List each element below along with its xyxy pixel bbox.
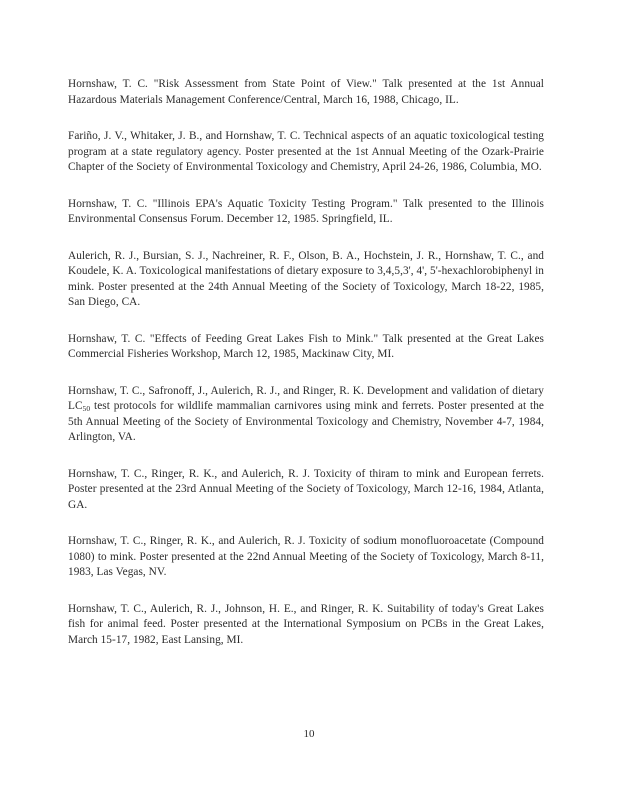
- presentation-list: [68, 77, 544, 669]
- citation-entry: [68, 384, 544, 446]
- citation-entry: Hornshaw, T. C., Aulerich, R. J., Johnson, H. E., and Ringer, R. K. Suitability of today's Great Lakes fish for animal feed. Poster presented at the International Symposium on PCBs in the Great Lakes, March 15-17, 1982, East Lansing, MI.: [68, 602, 544, 646]
- citation-entry: Hornshaw, T. C. "Effects of Feeding Great Lakes Fish to Mink." Talk presented at the Great Lakes Commercial Fisheries Workshop, March 12, 1985, Mackinaw City, MI.: [68, 332, 544, 360]
- citation-text-end: test protocols for wildlife mammalian carnivores using mink and ferrets. Poster presented at the 5th Annual Meeting of the Society of Environmental Toxicology and Chemistry, November 4-7, 1984, Arlington, VA.: [68, 400, 544, 443]
- citation-entry: Hornshaw, T. C., Ringer, R. K., and Aulerich, R. J. Toxicity of thiram to mink and European ferrets. Poster presented at the 23rd Annual Meeting of the Society of Toxicology, March 12-16, 1984, Atlanta, GA.: [68, 467, 544, 511]
- citation-entry: Aulerich, R. J., Bursian, S. J., Nachreiner, R. F., Olson, B. A., Hochstein, J. R., Hornshaw, T. C., and Koudele, K. A. Toxicological manifestations of dietary exposure to 3,4,5,3', 4', 5'-hexachlorobiphenyl in mink. Poster presented at the 24th Annual Meeting of the Society of Toxicology, March 18-22, 1985, San Diego, CA.: [68, 249, 544, 308]
- citation-entry: Hornshaw, T. C., Ringer, R. K., and Aulerich, R. J. Toxicity of sodium monofluoroacetate (Compound 1080) to mink. Poster presented at the 22nd Annual Meeting of the Society of Toxicology, March 8-11, 1983, Las Vegas, NV.: [68, 535, 544, 578]
- citation-entry: Hornshaw, T. C. "Illinois EPA's Aquatic Toxicity Testing Program." Talk presented to the Illinois Environmental Consensus Forum. December 12, 1985. Springfield, IL.: [68, 197, 544, 225]
- page-number: 10: [303, 728, 315, 740]
- citation-entry: Fariño, J. V., Whitaker, J. B., and Hornshaw, T. C. Technical aspects of an aquatic toxicological testing program at a state regulatory agency. Poster presented at the 1st Annual Meeting of the Ozark-Prairie Chapter of the Society of Environmental Toxicology and Chemistry, April 24-26, 1986, Columbia, MO.: [68, 130, 544, 173]
- citation-text-start: Hornshaw, T. C., Safronoff, J., Aulerich, R. J., and Ringer, R. K. Development and validation of dietary LC: [68, 384, 544, 412]
- citation-entry: Hornshaw, T. C. "Risk Assessment from State Point of View." Talk presented at the 1st Annual Hazardous Materials Management Conference/Central, March 16, 1988, Chicago, IL.: [68, 78, 544, 106]
- lc50-subscript: 50: [82, 404, 91, 413]
